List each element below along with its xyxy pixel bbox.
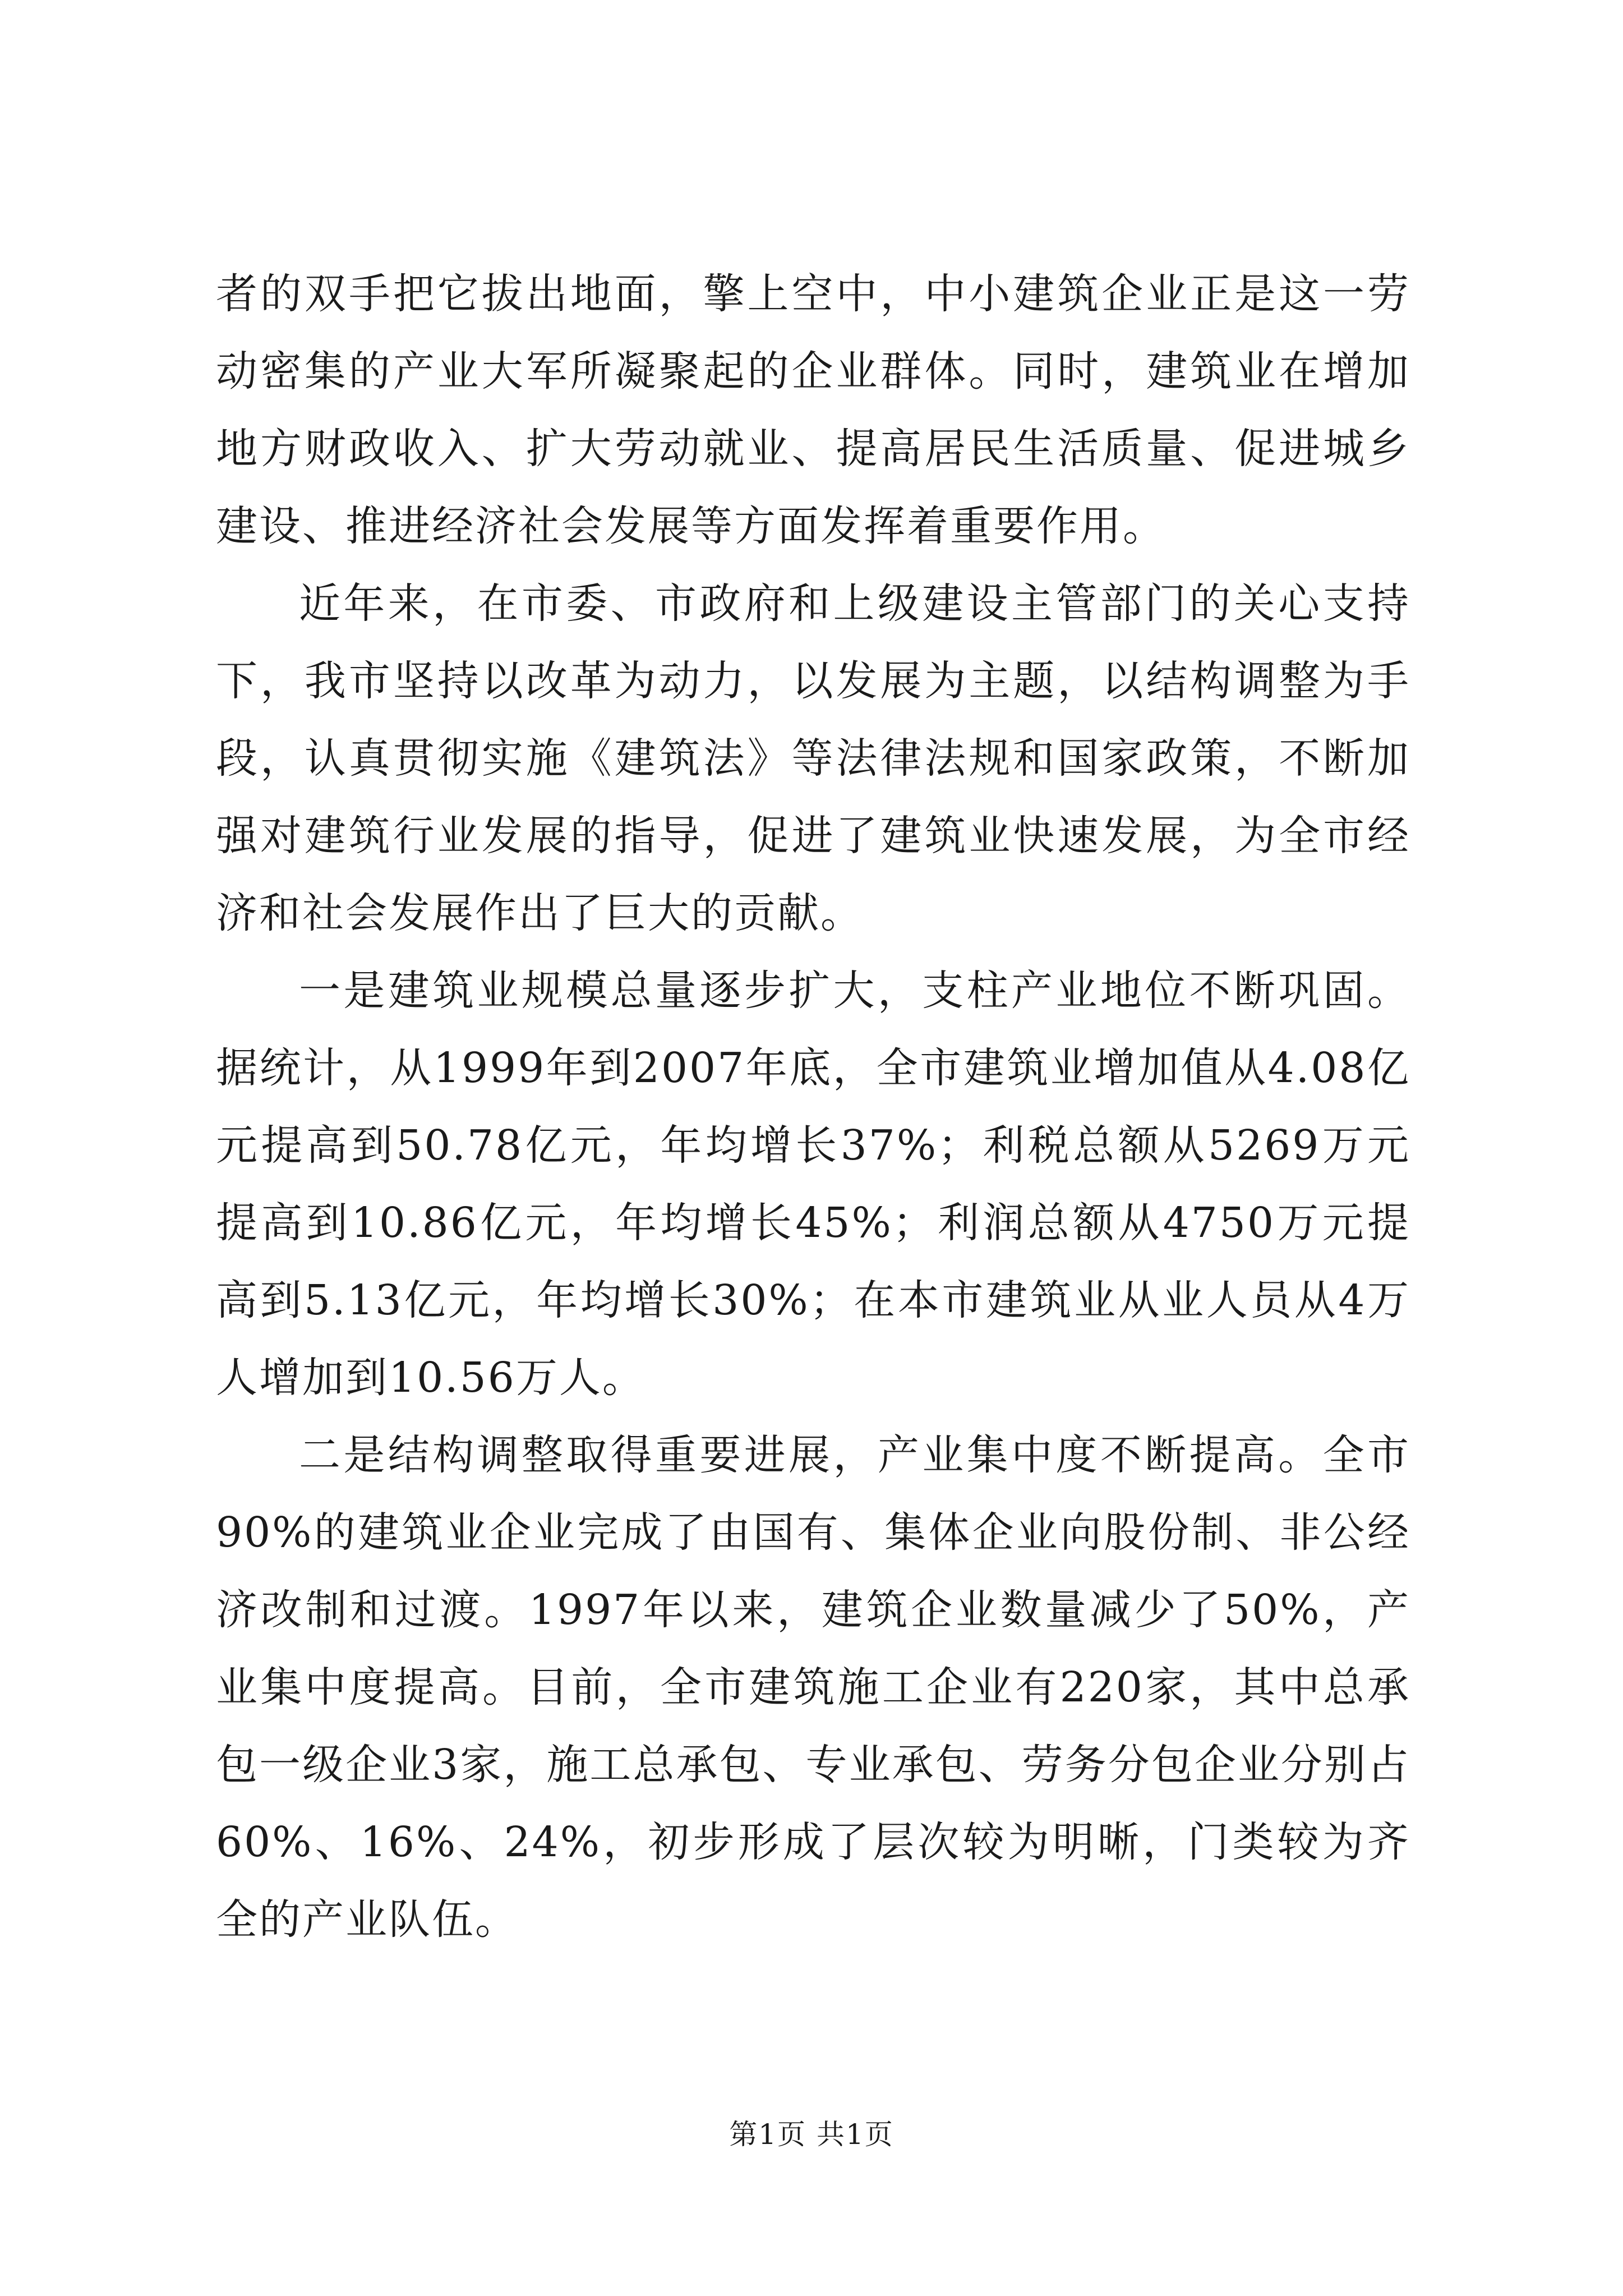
paragraph-2: 近年来，在市委、市政府和上级建设主管部门的关心支持下，我市坚持以改革为动力，以发展为主题，以结构调整为手段，认真贯彻实施《建筑法》等法律法规和国家政策，不断加强对建筑行业发展的指导，促进了建筑业快速发展，为全市经济和社会发展作出了巨大的贡献。: [216, 579, 1410, 937]
paragraph-4: 二是结构调整取得重要进展，产业集中度不断提高。全市90%的建筑业企业完成了由国有、集体企业向股份制、非公经济改制和过渡。1997年以来，建筑企业数量减少了50%，产业集中度提高。目前，全市建筑施工企业有220家，其中总承包一级企业3家，施工总承包、专业承包、劳务分包企业分别占60%、16%、24%，初步形成了层次较为明晰，门类较为齐全的产业队伍。: [216, 1431, 1410, 1944]
page-number-footer: 第1页 共1页: [729, 2118, 894, 2151]
document-body: [216, 255, 1410, 1958]
paragraph-3: 一是建筑业规模总量逐步扩大，支柱产业地位不断巩固。据统计，从1999年到2007年底，全市建筑业增加值从4.08亿元提高到50.78亿元，年均增长37%；利税总额从5269万元提高到10.86亿元，年均增长45%；利润总额从4750万元提高到5.13亿元，年均增长30%；在本市建筑业从业人员从4万人增加到10.56万人。: [216, 967, 1410, 1402]
paragraph-1: 者的双手把它拔出地面，擎上空中，中小建筑企业正是这一劳动密集的产业大军所凝聚起的企业群体。同时，建筑业在增加地方财政收入、扩大劳动就业、提高居民生活质量、促进城乡建设、推进经济社会发展等方面发挥着重要作用。: [216, 270, 1410, 550]
